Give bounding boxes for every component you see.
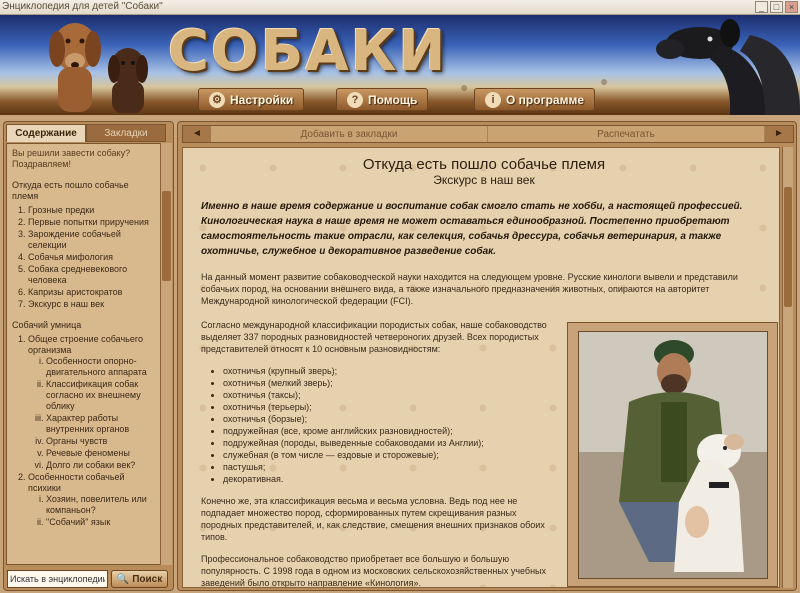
photo-illustration: [579, 332, 768, 579]
search-button[interactable]: [111, 570, 168, 588]
list-item: • подружейная (все, кроме английских разновидностей);: [223, 425, 559, 437]
toc-item-label: Общее строение собачьего организма: [28, 334, 143, 355]
toc-section-title[interactable]: Откуда есть пошло собачье племя: [12, 180, 129, 201]
window-titlebar: [0, 0, 800, 15]
list-item: • подружейная (породы, выведенные собаководами из Англии);: [223, 437, 559, 449]
article-paragraph: Конечно же, эта классификация весьма и весьма условна. Ведь под нее не подпадает множество пород, сформированных путем скрещивания разных породных представителей, и, как следствие, смешения внешних признаков обоих типов.: [201, 496, 545, 542]
print-button[interactable]: Распечатать: [488, 126, 765, 142]
toc-section-title[interactable]: Собачий умница: [12, 320, 82, 330]
toc-item[interactable]: 3. Зарождение собачьей селекции: [28, 229, 154, 251]
gear-icon: ⚙: [209, 92, 225, 108]
content-scrollbar-thumb[interactable]: [784, 187, 792, 307]
about-button[interactable]: [474, 88, 595, 111]
toc-section-list: [12, 205, 154, 310]
search-button-label: Поиск: [132, 573, 163, 585]
article-title: Откуда есть пошло собачье племя: [362, 156, 606, 173]
toc-item-label: Особенности собачьей психики: [28, 472, 125, 493]
paw-print-icon: ●: [600, 73, 609, 89]
list-item: • пастушья;: [223, 461, 559, 473]
list-item: • охотничья (мелкий зверь);: [223, 377, 559, 389]
great-dane-image: [650, 15, 800, 115]
info-icon: i: [485, 92, 501, 108]
list-item: • охотничья (борзые);: [223, 413, 559, 425]
toc-section-list: [12, 334, 154, 528]
article-subtitle: Экскурс в наш век: [433, 173, 535, 187]
toc-item[interactable]: 2. Первые попытки приручения: [28, 217, 154, 228]
search-input[interactable]: [7, 570, 108, 588]
toc-subitem[interactable]: i. Хозяин, повелитель или компаньон?: [46, 494, 154, 516]
toc-scrollbar[interactable]: [160, 143, 172, 565]
search-icon: 🔍: [116, 573, 130, 585]
maximize-button[interactable]: □: [770, 1, 783, 13]
toc-subitem[interactable]: v. Речевые феномены: [46, 448, 154, 459]
breed-group-list: [201, 365, 559, 485]
content-scrollbar[interactable]: [782, 147, 793, 588]
help-icon: ?: [347, 92, 363, 108]
search-row: [7, 570, 172, 588]
about-label: О программе: [506, 92, 585, 107]
toc-scrollbar-thumb[interactable]: [162, 191, 171, 281]
sidebar: [3, 121, 174, 591]
close-button[interactable]: ×: [785, 1, 798, 13]
toc-subitem[interactable]: i. Особенности опорно-двигательного аппарата: [46, 356, 154, 378]
toc-item[interactable]: [28, 334, 154, 471]
list-item: • охотничья (таксы);: [223, 389, 559, 401]
previous-page-button[interactable]: ◄: [183, 126, 211, 142]
article-column: [201, 319, 559, 588]
toc-sublist: [28, 494, 154, 528]
toc-intro[interactable]: Вы решили завести собаку? Поздравляем!: [12, 148, 131, 169]
toc-subitem[interactable]: ii. Классификация собак согласно их внешнему облику: [46, 379, 154, 412]
list-item: • служебная (в том числе — ездовые и сторожевые);: [223, 449, 559, 461]
app-header: [0, 15, 800, 115]
window-title: Энциклопедия для детей "Собаки": [2, 1, 163, 12]
man-with-dog-photo: [578, 331, 768, 579]
paw-print-icon: ●: [460, 79, 469, 95]
help-button[interactable]: [336, 88, 428, 111]
settings-button[interactable]: [198, 88, 304, 111]
app-logo: СОБАКИ: [168, 19, 448, 84]
dachshund-dogs-image: [30, 17, 160, 115]
list-item: • охотничья (крупный зверь);: [223, 365, 559, 377]
add-bookmark-button[interactable]: Добавить в закладки: [211, 126, 488, 142]
content-toolbar: [182, 125, 794, 143]
minimize-button[interactable]: _: [755, 1, 768, 13]
tab-contents[interactable]: Содержание: [6, 124, 86, 142]
toc-subitem[interactable]: vi. Долго ли собаки век?: [46, 460, 154, 471]
toc-sublist: [28, 356, 154, 471]
next-page-button[interactable]: ►: [765, 126, 793, 142]
list-item: • охотничья (терьеры);: [223, 401, 559, 413]
toc-subitem[interactable]: ii. "Собачий" язык: [46, 517, 154, 528]
help-label: Помощь: [368, 92, 418, 107]
table-of-contents: [6, 143, 171, 565]
toc-item[interactable]: 7. Экскурс в наш век: [28, 299, 154, 310]
tab-bookmarks[interactable]: Закладки: [86, 124, 166, 142]
toc-item[interactable]: 5. Собака средневекового человека: [28, 264, 154, 286]
article-paragraph: На данный момент развитие собаководческой науки находится на следующем уровне. Русские кинологи вывели и представили собачьих пород, на основании внешнего вида, а также изначального предназначения животных, опираются на авторитет Международной кинологической федерации (FCI).: [201, 272, 738, 306]
toc-subitem[interactable]: iv. Органы чувств: [46, 436, 154, 447]
article-lead: Именно в наше время содержание и воспитание собак смогло стать не хобби, а настоящей профессией. Кинологическая наука в наше время не может оставаться единообразной. Постепенно приобретают самостоятельность такие отрасли, как селекция, собачья дрессура, собачья ветеринария, а также охотничье, служебное и декоративное разведение собак.: [201, 201, 743, 257]
toc-item[interactable]: 1. Грозные предки: [28, 205, 154, 216]
toc-subitem[interactable]: iii. Характер работы внутренних органов: [46, 413, 154, 435]
article-paragraph: Профессиональное собаководство приобретает все большую и большую популярность. С 1998 года в одном из московских сельскохозяйственных учебных заведений было открыто направление «Кинология».: [201, 554, 547, 588]
article-paragraph: Согласно международной классификации породистых собак, наше собаководство выделяет 337 породных разновидностей четвероногих друзей. Всех породистых представителей относят к 10 основным разновидностям:: [201, 320, 547, 354]
toc-item[interactable]: 6. Капризы аристократов: [28, 287, 154, 298]
photo-frame: [567, 322, 778, 587]
list-item: • декоративная.: [223, 473, 559, 485]
toc-item[interactable]: 4. Собачья мифология: [28, 252, 154, 263]
article-content: [182, 147, 780, 588]
settings-label: Настройки: [230, 92, 294, 107]
window-controls: [755, 1, 798, 13]
sidebar-tabs: [6, 124, 171, 142]
toc-item[interactable]: [28, 472, 154, 528]
content-panel: [177, 121, 797, 591]
